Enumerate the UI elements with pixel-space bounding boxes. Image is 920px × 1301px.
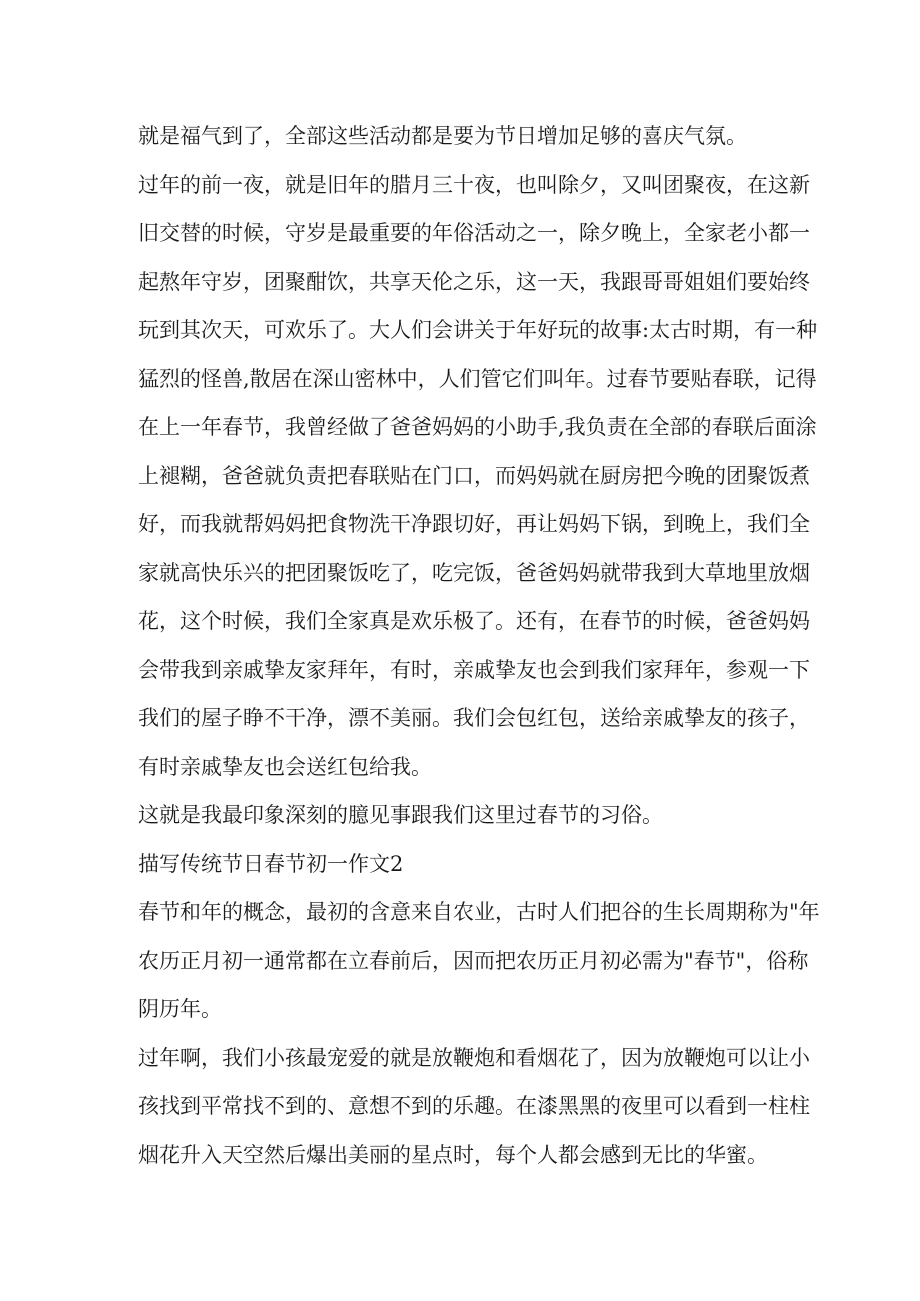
- paragraph-1: [138, 112, 788, 161]
- text-line: 上褪糊，爸爸就负责把春联贴在门口，而妈妈就在厨房把今晚的团聚饭煮: [138, 463, 810, 488]
- text-line: 在上一年春节，我曾经做了爸爸妈妈的小助手,我负责在全部的春联后面涂: [138, 415, 817, 439]
- text-line: 家就高快乐兴的把团聚饭吃了，吃完饭，爸爸妈妈就带我到大草地里放烟: [138, 560, 810, 585]
- text-line: 这就是我最印象深刻的臆见事跟我们这里过春节的习俗。: [138, 803, 663, 827]
- text-line: 花，这个时候，我们全家真是欢乐极了。还有，在春节的时候，爸爸妈妈: [138, 609, 810, 633]
- text-line: 好，而我就帮妈妈把食物洗干净跟切好，再让妈妈下锅，到晚上，我们全: [138, 512, 810, 536]
- text-line: 阴历年。: [138, 997, 222, 1021]
- text-line: 孩找到平常找不到的、意想不到的乐趣。在漆黑黑的夜里可以看到一柱柱: [138, 1094, 810, 1118]
- text-line: 过年的前一夜，就是旧年的腊月三十夜，也叫除夕，又叫团聚夜，在这新: [138, 172, 810, 197]
- text-line: 我们的屋子睁不干净，漂不美丽。我们会包红包，送给亲戚挚友的孩子，: [138, 706, 810, 730]
- text-line: 猛烈的怪兽,散居在深山密林中，人们管它们叫年。过春节要贴春联，记得: [138, 366, 817, 391]
- text-line: 会带我到亲戚挚友家拜年，有时，亲戚挚友也会到我们家拜年，参观一下: [138, 657, 810, 682]
- document-body: [138, 112, 820, 1179]
- text-line: 就是福气到了，全部这些活动都是要为节日增加足够的喜庆气氛。: [138, 124, 747, 148]
- text-line: 农历正月初一通常都在立春前后，因而把农历正月初必需为"春节"，俗称: [138, 948, 809, 973]
- heading-line: 描写传统节日春节初一作文2: [138, 851, 404, 876]
- text-line: 有时亲戚挚友也会送红包给我。: [138, 754, 432, 779]
- paragraph-4: [138, 888, 820, 1034]
- text-line: 春节和年的概念，最初的含意来自农业，古时人们把谷的生长周期称为"年: [138, 900, 820, 924]
- text-line: 起熬年守岁，团聚酣饮，共享天伦之乐，这一天，我跟哥哥姐姐们要始终: [138, 269, 810, 294]
- paragraph-3: [138, 791, 788, 840]
- text-line: 过年啊，我们小孩最宠爱的就是放鞭炮和看烟花了，因为放鞭炮可以让小: [138, 1045, 810, 1070]
- section-heading: [138, 840, 788, 889]
- text-line: 旧交替的时候，守岁是最重要的年俗活动之一，除夕晚上，全家老小都一: [138, 221, 810, 245]
- text-line: 烟花升入天空然后爆出美丽的星点时，每个人都会感到无比的华蜜。: [138, 1142, 768, 1167]
- paragraph-5: [138, 1034, 810, 1180]
- text-line: 玩到其次天，可欢乐了。大人们会讲关于年好玩的故事:太古时期，有一种: [138, 318, 818, 342]
- paragraph-2: [138, 161, 818, 792]
